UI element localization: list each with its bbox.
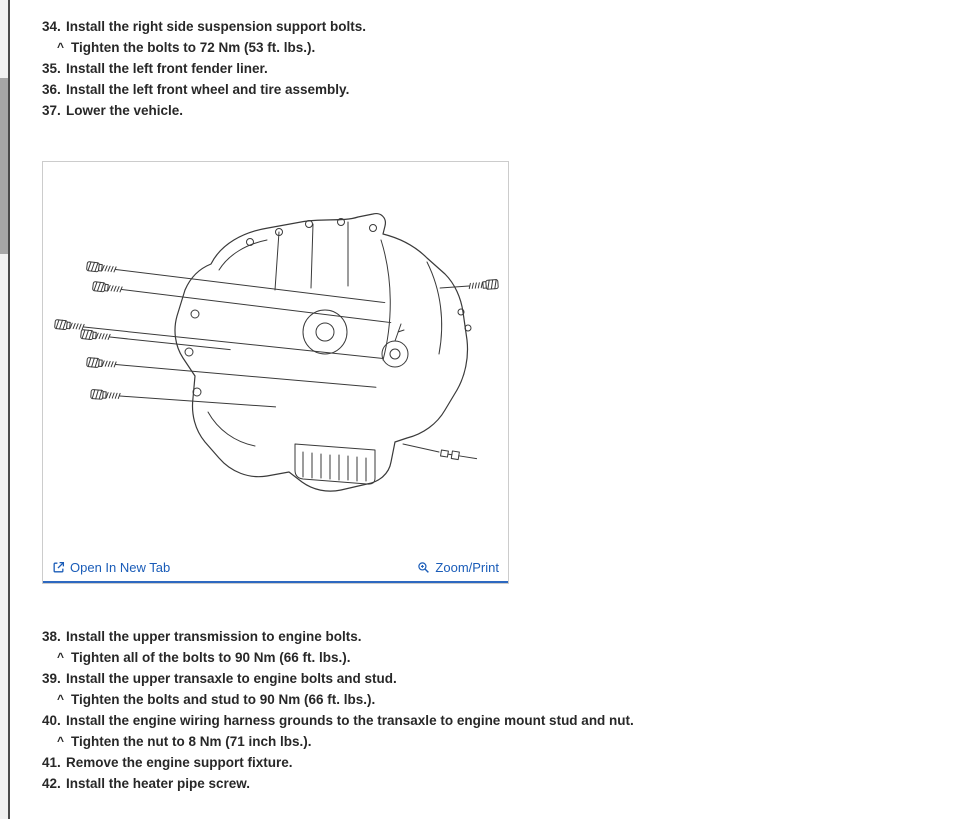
zoom-print-link[interactable] [417, 560, 499, 575]
vertical-scrollbar-track[interactable] [0, 0, 8, 819]
torque-marker: ^ [57, 734, 65, 748]
step-text: Install the upper transmission to engine bolts. [66, 629, 362, 644]
step-text: Tighten the bolts to 72 Nm (53 ft. lbs.). [71, 40, 316, 55]
list-item [42, 773, 942, 794]
list-subitem [42, 37, 942, 58]
step-text: Tighten all of the bolts to 90 Nm (66 ft. lbs.). [71, 650, 351, 665]
list-subitem [42, 647, 942, 668]
list-item [42, 710, 942, 731]
torque-marker: ^ [57, 40, 65, 54]
step-number: 34. [42, 19, 61, 34]
list-item [42, 752, 942, 773]
vertical-scrollbar-thumb[interactable] [0, 78, 8, 254]
step-text: Tighten the nut to 8 Nm (71 inch lbs.). [71, 734, 312, 749]
list-subitem [42, 689, 942, 710]
procedure-page [42, 16, 942, 794]
step-number: 42. [42, 776, 61, 791]
step-number: 40. [42, 713, 61, 728]
list-subitem [42, 731, 942, 752]
step-text: Install the engine wiring harness grounds to the transaxle to engine mount stud and nut. [66, 713, 634, 728]
step-number: 35. [42, 61, 61, 76]
open-in-new-tab-icon [52, 561, 65, 574]
step-text: Install the left front wheel and tire assembly. [66, 82, 350, 97]
list-item [42, 58, 942, 79]
step-text: Tighten the bolts and stud to 90 Nm (66 ft. lbs.). [71, 692, 376, 707]
step-text: Install the right side suspension support bolts. [66, 19, 367, 34]
step-number: 41. [42, 755, 61, 770]
transaxle-diagram [43, 162, 508, 554]
step-text: Install the upper transaxle to engine bolts and stud. [66, 671, 397, 686]
list-item [42, 16, 942, 37]
steps-list-top [42, 16, 942, 121]
step-text: Lower the vehicle. [66, 103, 184, 118]
list-item [42, 626, 942, 647]
step-number: 39. [42, 671, 61, 686]
list-item [42, 79, 942, 100]
torque-marker: ^ [57, 692, 65, 706]
figure-toolbar [43, 554, 508, 583]
step-text: Remove the engine support fixture. [66, 755, 293, 770]
torque-marker: ^ [57, 650, 65, 664]
zoom-print-label: Zoom/Print [435, 560, 499, 575]
steps-list-bottom [42, 626, 942, 794]
open-in-new-tab-link[interactable] [52, 560, 170, 575]
pane-divider [8, 0, 10, 819]
figure-panel [42, 161, 509, 584]
open-in-new-tab-label: Open In New Tab [70, 560, 171, 575]
step-number: 37. [42, 103, 61, 118]
step-text: Install the left front fender liner. [66, 61, 268, 76]
zoom-magnifier-icon [417, 561, 430, 574]
list-item [42, 668, 942, 689]
step-number: 36. [42, 82, 61, 97]
list-item [42, 100, 942, 121]
step-number: 38. [42, 629, 61, 644]
step-text: Install the heater pipe screw. [66, 776, 251, 791]
